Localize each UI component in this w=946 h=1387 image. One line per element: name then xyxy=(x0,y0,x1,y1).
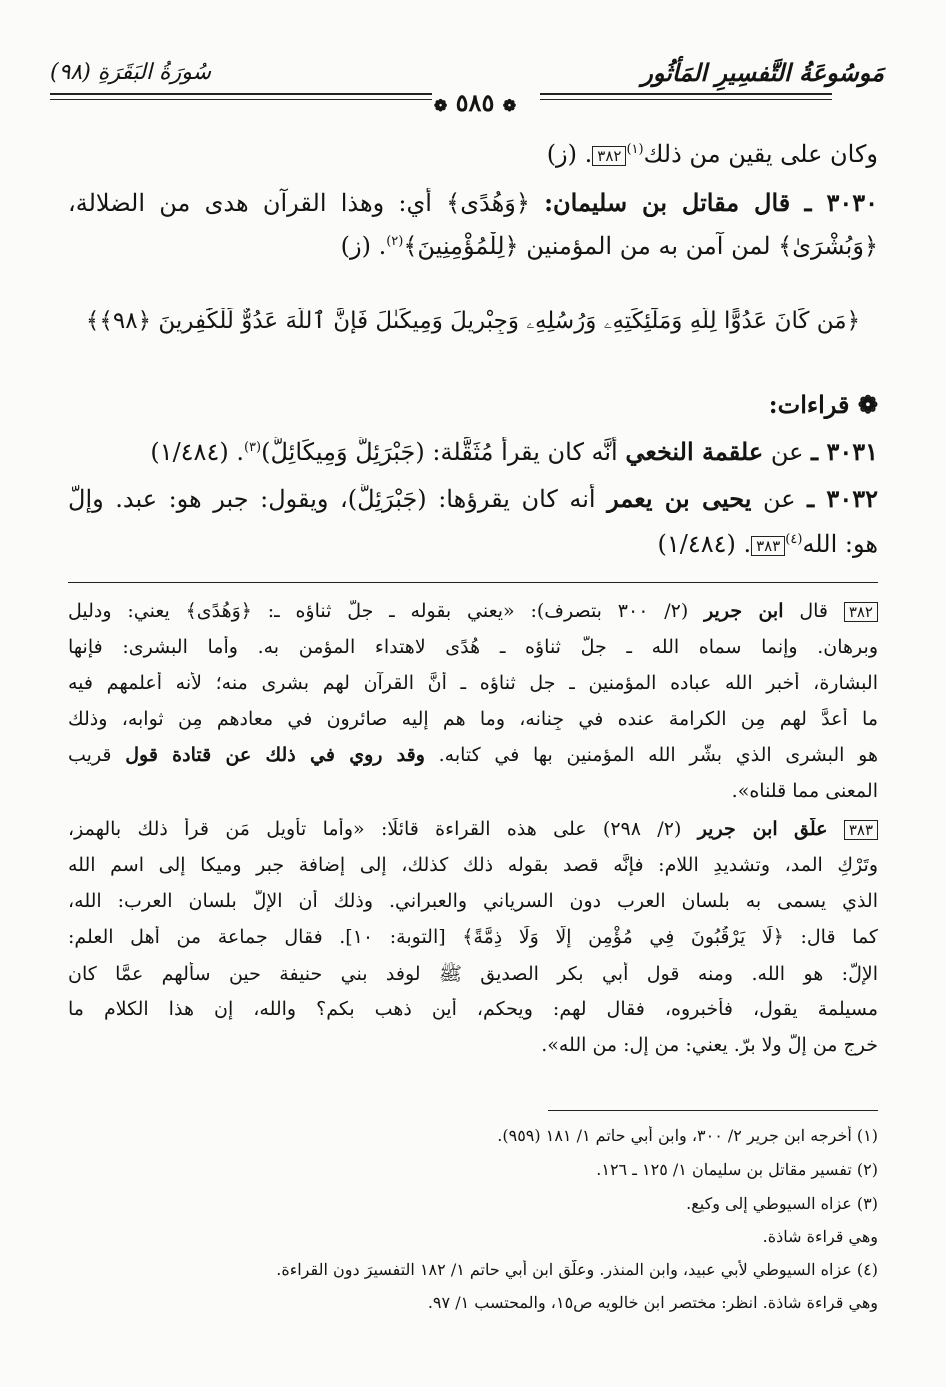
surah-title: سُورَةُ البَقَرَةِ (٩٨) xyxy=(50,60,212,85)
footnote-2: (٢) تفسير مقاتل بن سليمان ١/ ١٢٥ ـ ١٢٦. xyxy=(596,1160,878,1179)
ornament-left-icon: ❁ xyxy=(433,96,448,115)
note-382-line-5: هو البشرى الذي بشَّر الله المؤمنين بها في كتابه. وقد روي في ذلك عن قتادة قول قريب xyxy=(68,744,878,766)
note-383-line-6: مسيلمة يقول، فأخبروه، فقال لهم: ويحكم، أين ذهب بكم؟ والله، إن هذا الكلام ما xyxy=(68,998,878,1020)
quran-verse: ﴿مَن كَانَ عَدُوًّا لِلَّهِ وَمَلَٰٓئِكَتِهِۦ وَرُسُلِهِۦ وَجِبْرِيلَ وَمِيكَىٰلَ فَإِنَّ ٱللَّهَ عَدُوٌّ لِّلْكَٰفِرِينَ ﴿٩٨﴾﴾ xyxy=(85,308,861,334)
note-ref-382: ٣٨٢ xyxy=(844,602,878,622)
note-ref-383: ٣٨٣ xyxy=(844,820,878,840)
header-rule-top xyxy=(540,93,832,95)
header-rule-left-bottom xyxy=(50,99,432,100)
note-383-line-1: ٣٨٣ علَّق ابن جرير (٢/ ٢٩٨) على هذه القراءة قائلًا: «وأما تأويل مَن قرأ ذلك بالهمز، xyxy=(68,818,878,840)
entry-3032: ٣٠٣٢ ـ عن يحيى بن يعمر أنه كان يقرؤها: (جَبْرَئِلَّ)، ويقول: جبر هو: عبد. وإلّ xyxy=(68,484,878,513)
commentary-ref-383[interactable]: ٣٨٣ xyxy=(751,536,785,556)
book-title: مَوسُوعَةُ التَّفسِيرِ المَأثُور xyxy=(641,58,884,87)
body-line-8: هو: الله$^{(٤)}$٣٨٣. (١/٤٨٤) xyxy=(657,530,878,558)
flower-icon: ❁ xyxy=(857,390,878,419)
commentary-ref-382[interactable]: ٣٨٢ xyxy=(592,146,626,166)
page-number-block xyxy=(380,88,570,117)
footnote-4-note: وهي قراءة شاذة. انظر: مختصر ابن خالويه ص١٥، والمحتسب ١/ ٩٧. xyxy=(427,1293,878,1312)
footnote-1: (١) أخرجه ابن جرير ٢/ ٣٠٠، وابن أبي حاتم ١/ ١٨١ (٩٥٩). xyxy=(497,1126,878,1145)
footnote-3-note: وهي قراءة شاذة. xyxy=(762,1227,878,1246)
footnote-3: (٣) عزاه السيوطي إلى وكيع. xyxy=(686,1194,878,1213)
note-382-line-1: ٣٨٢ قال ابن جرير (٢/ ٣٠٠ بتصرف): «يعني بقوله ـ جلّ ثناؤه ـ: ﴿وَهُدًى﴾ يعني: ودليل xyxy=(68,600,878,622)
entry-3030: ٣٠٣٠ ـ قال مقاتل بن سليمان: ﴿وَهُدًى﴾ أي: وهذا القرآن هدى من الضلالة، xyxy=(68,188,878,217)
page-number: ٥٨٥ xyxy=(455,88,495,117)
qiraat-heading: ❁ قراءات: xyxy=(768,390,878,419)
note-383-line-7: خرج من إلّ ولا برّ. يعني: من إل: من الله». xyxy=(541,1034,878,1056)
header-rule-left-top xyxy=(50,93,432,95)
notes-separator xyxy=(68,582,878,583)
note-383-line-5: الإلّ: هو الله. ومنه قول أبي بكر الصديق ﷺ لوفد بني حنيفة حين سألهم عمَّا كان xyxy=(68,963,878,985)
note-382-line-3: البشارة، أخبر الله عباده المؤمنين ـ جل ثناؤه ـ أنَّ القرآن لهم بشرى منه؛ لأنه أعلمهم فيه xyxy=(68,672,878,694)
source-name: علقمة النخعي xyxy=(625,437,764,466)
entry-3031: ٣٠٣١ ـ عن علقمة النخعي أنَّه كان يقرأ مُثَقَّلة: (جَبْرَئِلَّ وَمِيكَائِلَّ)$^{(٣)}$. (١/٤٨٤) xyxy=(150,437,878,466)
ornament-right-icon: ❁ xyxy=(502,96,517,115)
note-383-line-4: كما قال: ﴿لَا يَرْقُبُونَ فِي مُؤْمِنٍ إِلًّا وَلَا ذِمَّةً﴾ [التوبة: ١٠]. فقال جماعة من أهل العلم: xyxy=(68,926,878,948)
body-line-3: ﴿وَبُشْرَىٰ﴾ لمن آمن به من المؤمنين ﴿لِلْمُؤْمِنِينَ﴾$^{(٢)}$. (ز) xyxy=(340,232,878,260)
note-382-line-4: ما أعدَّ لهم مِن الكرامة عنده في جِنانه، وما هم إليه صائرون في معادهم مِن ثوابه، وذلك xyxy=(68,708,878,730)
note-383-line-3: الذي يسمى به بلسان العرب دون السرياني والعبراني. وذلك أن الإلّ بلسان العرب: الله، xyxy=(68,890,878,912)
header-rule-bottom xyxy=(540,99,832,100)
note-382-line-6: المعنى مما قلناه». xyxy=(731,780,878,802)
body-line-1: وكان على يقين من ذلك$^{(١)}$٣٨٢. (ز) xyxy=(546,140,878,168)
source-name: يحيى بن يعمر xyxy=(607,484,752,513)
note-383-line-2: وتَرْكِ المد، وتشديدِ اللام: فإنَّه قصد بقوله ذلك كذلك، إلى إضافة جبر وميكا إلى اسم الله xyxy=(68,854,878,876)
footnotes-separator xyxy=(548,1110,878,1111)
note-382-line-2: وبرهان. وإنما سماه الله ـ جلّ ثناؤه ـ هُدًى لاهتداء المؤمن به. وأما البشرى: فإنها xyxy=(68,636,878,658)
footnote-4: (٤) عزاه السيوطي لأبي عبيد، وابن المنذر. وعلّق ابن أبي حاتم ١/ ١٨٢ التفسيرَ دون القراءة. xyxy=(276,1260,878,1279)
source-name: قال مقاتل بن سليمان: xyxy=(544,188,791,217)
